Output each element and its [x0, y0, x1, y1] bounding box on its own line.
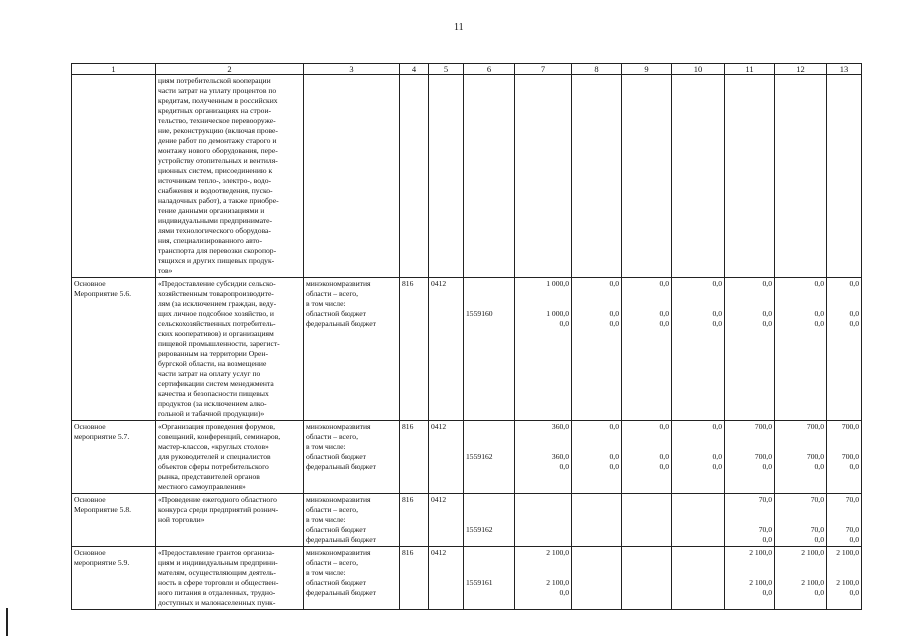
grbs-code-cell: 816: [400, 547, 429, 610]
description-line: ционных систем, присоединению к: [158, 166, 273, 175]
amount-regional: 70,0: [758, 525, 772, 534]
gap-line: [624, 558, 669, 568]
amount-cell: [672, 547, 725, 610]
gap-line: [777, 289, 824, 299]
amount-cell: [572, 421, 622, 494]
gap-line: [674, 299, 722, 309]
gap-line: [777, 568, 824, 578]
amount-cell: [775, 494, 827, 547]
empty-cell: [572, 75, 622, 278]
gap-line: [674, 558, 722, 568]
description-line: ной торговли»: [158, 515, 205, 524]
amount-federal: 0,0: [814, 462, 824, 471]
description-line: для руководителей и специалистов: [158, 452, 271, 461]
gap-line: [517, 432, 569, 442]
executor-line: областной бюджет: [306, 309, 366, 318]
description-line: лями технологического оборудова-: [158, 226, 271, 235]
executor-line: федеральный бюджет: [306, 319, 376, 328]
gap-line: [624, 505, 669, 515]
measure-name-cell: [72, 421, 156, 494]
amount-total: 0,0: [762, 279, 772, 288]
amount-regional: 2 100,0: [836, 578, 859, 587]
header-cell: 12: [775, 64, 827, 75]
description-cell: [156, 278, 304, 421]
measure-name-line: мероприятие 5.9.: [74, 558, 130, 567]
description-line: рированным на территории Орен-: [158, 349, 269, 358]
description-line: части затрат на оплату услуг по: [158, 369, 261, 378]
gap-line: [517, 442, 569, 452]
description-line: ния, специализированного авто-: [158, 236, 263, 245]
description-cell: [156, 547, 304, 610]
amount-cell: [725, 278, 775, 421]
executor-line: области – всего,: [306, 505, 358, 514]
description-line: мастер-классов, «круглых столов»: [158, 442, 269, 451]
header-cell: 5: [429, 64, 464, 75]
description-line: циям и индивидуальным предприни-: [158, 558, 278, 567]
header-cell: 10: [672, 64, 725, 75]
page-number: 11: [454, 22, 464, 33]
executor-line: минэкономразвития: [306, 548, 371, 557]
executor-line: областной бюджет: [306, 525, 366, 534]
amount-regional: 0,0: [659, 309, 669, 318]
target-code-cell: [464, 278, 515, 421]
description-line: снабжения и водоотведения, пуско-: [158, 186, 273, 195]
amount-federal: 0,0: [559, 319, 569, 328]
amount-regional: 1 000,0: [546, 309, 569, 318]
executor-line: федеральный бюджет: [306, 462, 376, 471]
measure-name-line: Основное: [74, 279, 106, 288]
amount-regional: 2 100,0: [749, 578, 772, 587]
header-cell: 3: [304, 64, 400, 75]
amount-regional: 700,0: [806, 452, 824, 461]
description-line: «Организация проведения форумов,: [158, 422, 275, 431]
grbs-code-cell: 816: [400, 494, 429, 547]
description-line: части затрат на уплату процентов по: [158, 86, 277, 95]
executor-line: в том числе:: [306, 515, 346, 524]
empty-cell: [672, 75, 725, 278]
gap-line: [727, 505, 772, 515]
empty-cell: [622, 75, 672, 278]
executor-cell: [304, 547, 400, 610]
gap-line: [674, 548, 722, 558]
amount-total: 0,0: [712, 279, 722, 288]
header-cell: 6: [464, 64, 515, 75]
amount-total: 70,0: [758, 495, 772, 504]
gap-line: [727, 432, 772, 442]
amount-total: 700,0: [754, 422, 772, 431]
amount-cell: [515, 278, 572, 421]
header-cell: 2: [156, 64, 304, 75]
table-row: [72, 494, 862, 547]
gap-line: [777, 442, 824, 452]
gap-line: [574, 495, 619, 505]
gap-line: [727, 299, 772, 309]
amount-total: 0,0: [609, 422, 619, 431]
amount-regional: 0,0: [712, 309, 722, 318]
amount-cell: [725, 494, 775, 547]
amount-total: 1 000,0: [546, 279, 569, 288]
description-line: конкурса среди предприятий рознич-: [158, 505, 279, 514]
amount-regional: 0,0: [814, 309, 824, 318]
description-line: тение данными организациями и: [158, 206, 265, 215]
gap-line: [624, 299, 669, 309]
amount-total: 0,0: [849, 279, 859, 288]
amount-cell: [572, 494, 622, 547]
amount-regional: 70,0: [810, 525, 824, 534]
gap-line: [727, 442, 772, 452]
amount-cell: [827, 421, 862, 494]
description-line: источникам тепло-, электро-, водо-: [158, 176, 272, 185]
gap-line: [777, 432, 824, 442]
description-line: ние, реконструкцию (включая прове-: [158, 126, 278, 135]
executor-line: области – всего,: [306, 432, 358, 441]
description-line: циям потребительской кооперации: [158, 76, 271, 85]
amount-total: 0,0: [712, 422, 722, 431]
description-line: бургской области, на возмещение: [158, 359, 267, 368]
gap-line: [624, 442, 669, 452]
amount-cell: [622, 494, 672, 547]
table-row: [72, 547, 862, 610]
header-cell: 7: [515, 64, 572, 75]
gap-line: [674, 442, 722, 452]
amount-cell: [572, 278, 622, 421]
measure-name-line: Основное: [74, 548, 106, 557]
gap-line: [466, 568, 512, 578]
description-line: тящихся и других пищевых продук-: [158, 256, 275, 265]
gap-line: [674, 505, 722, 515]
amount-regional: 2 100,0: [801, 578, 824, 587]
amount-federal: 0,0: [609, 319, 619, 328]
table-row: [72, 75, 862, 278]
gap-line: [829, 432, 859, 442]
gap-line: [517, 568, 569, 578]
amount-cell: [725, 547, 775, 610]
header-cell: 11: [725, 64, 775, 75]
measure-name-line: Мероприятие 5.6.: [74, 289, 132, 298]
description-line: тельство, техническое перевооруже-: [158, 116, 276, 125]
gap-line: [727, 515, 772, 525]
executor-cell: [304, 494, 400, 547]
gap-line: [517, 495, 569, 505]
amount-federal: 0,0: [849, 462, 859, 471]
gap-line: [829, 442, 859, 452]
description-line: качества и безопасности пищевых: [158, 389, 269, 398]
amount-total: 2 100,0: [749, 548, 772, 557]
gap-line: [829, 558, 859, 568]
gap-line: [727, 289, 772, 299]
amount-cell: [515, 547, 572, 610]
header-cell: 13: [827, 64, 862, 75]
gap-line: [624, 432, 669, 442]
target-code: 1559161: [466, 578, 493, 587]
gap-line: [517, 558, 569, 568]
amount-federal: 0,0: [712, 319, 722, 328]
description-line: мателям, осуществляющим деятель-: [158, 568, 276, 577]
description-line: кредитных организациях на строи-: [158, 106, 272, 115]
amount-federal: 0,0: [849, 588, 859, 597]
measure-name-cell: [72, 547, 156, 610]
gap-line: [624, 495, 669, 505]
amount-cell: [672, 421, 725, 494]
description-line: ного питания в отдаленных, трудно-: [158, 588, 276, 597]
description-line: доступных и малонаселенных пунк-: [158, 598, 276, 607]
scan-edge-mark: [6, 608, 8, 636]
description-line: монтажу нового оборудования, пере-: [158, 146, 278, 155]
executor-line: минэкономразвития: [306, 279, 371, 288]
target-code: 1559162: [466, 525, 493, 534]
description-line: дение работ по демонтажу старого и: [158, 136, 277, 145]
description-line: наладочных работ), а также приобре-: [158, 196, 279, 205]
section-code-cell: 0412: [429, 421, 464, 494]
description-line: рынка, представителей органов: [158, 472, 260, 481]
measure-name-cell: [72, 494, 156, 547]
amount-federal: 0,0: [849, 535, 859, 544]
amount-total: 2 100,0: [801, 548, 824, 557]
gap-line: [517, 289, 569, 299]
target-code-cell: [464, 494, 515, 547]
amount-federal: 0,0: [814, 588, 824, 597]
amount-cell: [672, 278, 725, 421]
gap-line: [777, 515, 824, 525]
gap-line: [466, 515, 512, 525]
amount-cell: [775, 278, 827, 421]
amount-federal: 0,0: [849, 319, 859, 328]
description-line: тов»: [158, 266, 173, 275]
amount-cell: [827, 278, 862, 421]
name-cell: [72, 75, 156, 278]
gap-line: [674, 432, 722, 442]
executor-line: в том числе:: [306, 442, 346, 451]
gap-line: [466, 279, 512, 299]
executor-line: федеральный бюджет: [306, 588, 376, 597]
amount-total: 0,0: [814, 279, 824, 288]
table-header: [72, 64, 862, 75]
amount-regional: 0,0: [712, 452, 722, 461]
amount-cell: [572, 547, 622, 610]
amount-total: 0,0: [659, 279, 669, 288]
amount-total: 700,0: [806, 422, 824, 431]
gap-line: [829, 568, 859, 578]
description-line: «Предоставление грантов организа-: [158, 548, 275, 557]
description-line: ность в сфере торговли и обществен-: [158, 578, 279, 587]
executor-line: минэкономразвития: [306, 422, 371, 431]
target-code-cell: [464, 421, 515, 494]
description-cell: [156, 75, 304, 278]
gap-line: [517, 299, 569, 309]
executor-line: в том числе:: [306, 568, 346, 577]
amount-cell: [515, 421, 572, 494]
amount-federal: 0,0: [814, 319, 824, 328]
amount-total: 70,0: [810, 495, 824, 504]
table-row: [72, 278, 862, 421]
amount-cell: [827, 547, 862, 610]
target-code: 1559160: [466, 309, 493, 318]
amount-cell: [672, 494, 725, 547]
amount-regional: 2 100,0: [546, 578, 569, 587]
gap-line: [727, 568, 772, 578]
budget-table: [71, 63, 862, 610]
gap-line: [777, 299, 824, 309]
empty-cell: [429, 75, 464, 278]
target-code: 1559162: [466, 452, 493, 461]
description-line: «Проведение ежегодного областного: [158, 495, 277, 504]
amount-regional: 700,0: [841, 452, 859, 461]
header-cell: 1: [72, 64, 156, 75]
description-line: продуктов (за исключением алко-: [158, 399, 267, 408]
description-cell: [156, 421, 304, 494]
description-line: индивидуальными предпринимате-: [158, 216, 273, 225]
gap-line: [674, 289, 722, 299]
amount-regional: 700,0: [754, 452, 772, 461]
amount-federal: 0,0: [659, 462, 669, 471]
executor-line: в том числе:: [306, 299, 346, 308]
amount-cell: [775, 547, 827, 610]
amount-cell: [827, 494, 862, 547]
amount-regional: 70,0: [845, 525, 859, 534]
measure-name-line: Основное: [74, 422, 106, 431]
empty-cell: [827, 75, 862, 278]
section-code-cell: 0412: [429, 547, 464, 610]
header-cell: 9: [622, 64, 672, 75]
amount-cell: [775, 421, 827, 494]
amount-federal: 0,0: [659, 319, 669, 328]
description-cell: [156, 494, 304, 547]
executor-line: областной бюджет: [306, 452, 366, 461]
empty-cell: [464, 75, 515, 278]
description-line: устройству отопительных и вентиля-: [158, 156, 278, 165]
amount-total: 0,0: [659, 422, 669, 431]
gap-line: [574, 432, 619, 442]
gap-line: [574, 299, 619, 309]
gap-line: [466, 442, 512, 452]
amount-cell: [622, 421, 672, 494]
description-line: ских кооперативов) и организациям: [158, 329, 274, 338]
grbs-code-cell: 816: [400, 278, 429, 421]
description-line: пищевой промышленности, зарегист-: [158, 339, 280, 348]
amount-federal: 0,0: [559, 588, 569, 597]
target-code-cell: [464, 547, 515, 610]
executor-line: федеральный бюджет: [306, 535, 376, 544]
amount-total: 2 100,0: [836, 548, 859, 557]
amount-total: 700,0: [841, 422, 859, 431]
description-line: сертификации систем менеджмента: [158, 379, 274, 388]
amount-regional: 360,0: [551, 452, 569, 461]
empty-cell: [400, 75, 429, 278]
table-row: [72, 421, 862, 494]
executor-line: области – всего,: [306, 289, 358, 298]
gap-line: [727, 558, 772, 568]
executor-line: областной бюджет: [306, 578, 366, 587]
gap-line: [829, 515, 859, 525]
amount-regional: 0,0: [849, 309, 859, 318]
gap-line: [574, 548, 619, 558]
amount-cell: [725, 421, 775, 494]
section-code-cell: 0412: [429, 494, 464, 547]
amount-federal: 0,0: [559, 462, 569, 471]
section-code-cell: 0412: [429, 278, 464, 421]
description-line: гольной и табачной продукции)»: [158, 409, 265, 418]
gap-line: [674, 495, 722, 505]
amount-federal: 0,0: [814, 535, 824, 544]
description-line: хозяйственным товаропроизводите-: [158, 289, 274, 298]
description-line: лям (за исключением граждан, веду-: [158, 299, 277, 308]
empty-cell: [725, 75, 775, 278]
amount-cell: [622, 547, 672, 610]
amount-federal: 0,0: [609, 462, 619, 471]
description-line: кредитам, полученным в российских: [158, 96, 278, 105]
amount-regional: 0,0: [659, 452, 669, 461]
amount-total: 360,0: [551, 422, 569, 431]
empty-cell: [304, 75, 400, 278]
amount-total: 70,0: [845, 495, 859, 504]
executor-line: области – всего,: [306, 558, 358, 567]
gap-line: [466, 299, 512, 309]
amount-federal: 0,0: [762, 535, 772, 544]
gap-line: [829, 299, 859, 309]
grbs-code-cell: 816: [400, 421, 429, 494]
executor-line: минэкономразвития: [306, 495, 371, 504]
gap-line: [574, 558, 619, 568]
gap-line: [777, 558, 824, 568]
amount-total: 0,0: [609, 279, 619, 288]
header-cell: 4: [400, 64, 429, 75]
gap-line: [624, 289, 669, 299]
header-cell: 8: [572, 64, 622, 75]
amount-federal: 0,0: [762, 319, 772, 328]
gap-line: [829, 289, 859, 299]
amount-cell: [622, 278, 672, 421]
executor-cell: [304, 278, 400, 421]
description-line: объектов сферы потребительского: [158, 462, 269, 471]
gap-line: [574, 505, 619, 515]
gap-line: [829, 505, 859, 515]
description-line: совещаний, конференций, семинаров,: [158, 432, 281, 441]
gap-line: [624, 548, 669, 558]
gap-line: [466, 422, 512, 442]
amount-regional: 0,0: [609, 452, 619, 461]
description-line: местного самоуправления»: [158, 482, 246, 491]
amount-federal: 0,0: [762, 462, 772, 471]
empty-cell: [775, 75, 827, 278]
description-line: щих личное подсобное хозяйство, и: [158, 309, 275, 318]
gap-line: [466, 548, 512, 568]
amount-regional: 0,0: [609, 309, 619, 318]
measure-name-cell: [72, 278, 156, 421]
measure-name-line: Мероприятие 5.8.: [74, 505, 132, 514]
empty-cell: [515, 75, 572, 278]
gap-line: [517, 505, 569, 515]
description-line: сельскохозяйственных потребитель-: [158, 319, 276, 328]
description-line: транспорта для перевозки скоропор-: [158, 246, 277, 255]
amount-cell: [515, 494, 572, 547]
gap-line: [466, 495, 512, 515]
executor-cell: [304, 421, 400, 494]
measure-name-line: Основное: [74, 495, 106, 504]
gap-line: [574, 289, 619, 299]
amount-federal: 0,0: [712, 462, 722, 471]
gap-line: [574, 442, 619, 452]
amount-federal: 0,0: [762, 588, 772, 597]
measure-name-line: мероприятие 5.7.: [74, 432, 130, 441]
amount-regional: 0,0: [762, 309, 772, 318]
description-line: «Предоставление субсидии сельско-: [158, 279, 276, 288]
gap-line: [777, 505, 824, 515]
amount-total: 2 100,0: [546, 548, 569, 557]
